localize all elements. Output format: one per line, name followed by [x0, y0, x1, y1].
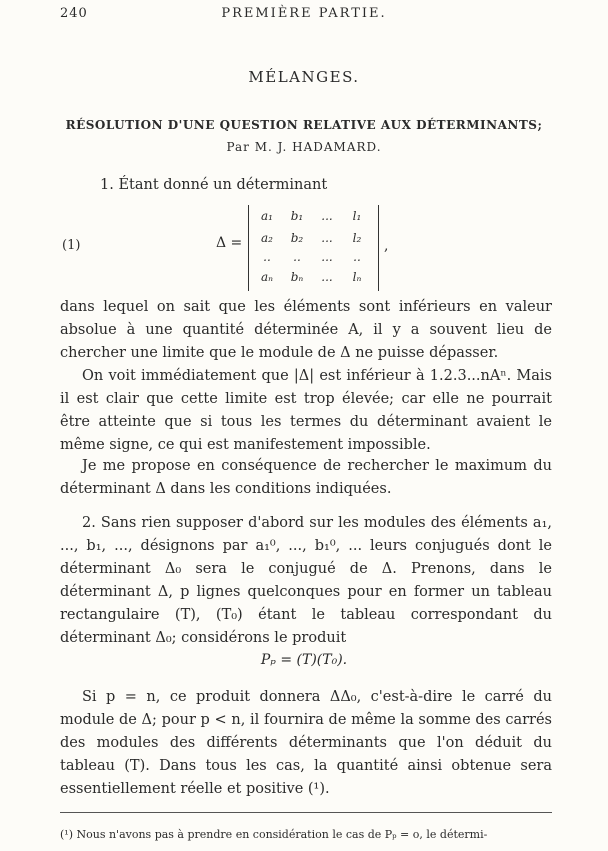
- matrix-cell: ...: [321, 231, 333, 245]
- paragraph-6: Si p = n, ce produit donnera ΔΔ₀, c'est-à-dire le carré du module de Δ; pour p < n, il fournira de même la somme des carrés des modules des différents déterminants que l'on déduit du tableau (T). Dans tous les cas, la quantité ainsi obtenue sera essentiellement réelle et positive (¹).: [60, 689, 552, 797]
- determinant-right-bar: [378, 205, 379, 291]
- paragraph-4: Je me propose en conséquence de rechercher le maximum du déterminant Δ dans les conditions indiquées.: [60, 458, 552, 497]
- equation-comma: ,: [384, 238, 389, 254]
- determinant-left-bar: [248, 205, 249, 291]
- section-title: MÉLANGES.: [248, 68, 360, 86]
- matrix-cell: ..: [293, 250, 301, 264]
- footnote-divider: [60, 812, 552, 813]
- matrix-cell: l₁: [352, 209, 362, 223]
- matrix-cell: a₂: [261, 231, 273, 245]
- matrix-cell: a₁: [261, 209, 273, 223]
- matrix-cell: lₙ: [352, 270, 362, 284]
- page-number: 240: [60, 6, 88, 21]
- matrix-cell: aₙ: [260, 270, 274, 284]
- paragraph-3: On voit immédiatement que |Δ| est inférieur à 1.2.3...nAⁿ. Mais il est clair que cette limite est trop élevée; car elle ne pourrait être atteinte que si tous les termes du déterminant avaient le même signe, ce qui est manifestement impossible.: [60, 368, 552, 453]
- matrix-cell: ..: [353, 250, 361, 264]
- footnote: (¹) Nous n'avons pas à prendre en considération le cas de Pₚ = o, le détermi-: [60, 828, 488, 841]
- matrix-cell: b₂: [290, 231, 304, 245]
- paragraph-2: dans lequel on sait que les éléments sont inférieurs en valeur absolue à une quantité déterminée A, il y a souvent lieu de chercher une limite que le module de Δ ne puisse dépasser.: [60, 299, 552, 361]
- equation-number: (1): [62, 238, 81, 253]
- matrix-cell: ...: [321, 250, 333, 264]
- paragraph-5: 2. Sans rien supposer d'abord sur les modules des éléments a₁, ..., b₁, ..., désignons par a₁⁰, ..., b₁⁰, ... leurs conjugués dont le déterminant Δ₀ sera le conjugué de Δ. Prenons, dans le déterminant Δ, p lignes quelconques pour en former un tableau rectangulaire (T), (T₀) étant le tableau correspondant du déterminant Δ₀; considérons le produit: [60, 515, 552, 646]
- matrix-cell: ...: [321, 209, 333, 223]
- author-line: Par M. J. HADAMARD.: [226, 140, 382, 154]
- matrix-cell: bₙ: [290, 270, 304, 284]
- matrix-cell: ..: [263, 250, 271, 264]
- matrix-cell: l₂: [352, 231, 362, 245]
- paragraph-1: 1. Étant donné un déterminant: [100, 177, 328, 193]
- running-title: PREMIÈRE PARTIE.: [221, 6, 387, 21]
- product-formula: Pₚ = (T)(T₀).: [260, 652, 348, 668]
- matrix-cell: b₁: [290, 209, 304, 223]
- equation-lhs: Δ =: [216, 235, 243, 251]
- article-title: RÉSOLUTION D'UNE QUESTION RELATIVE AUX DÉTERMINANTS;: [65, 118, 543, 132]
- matrix-cell: ...: [321, 270, 333, 284]
